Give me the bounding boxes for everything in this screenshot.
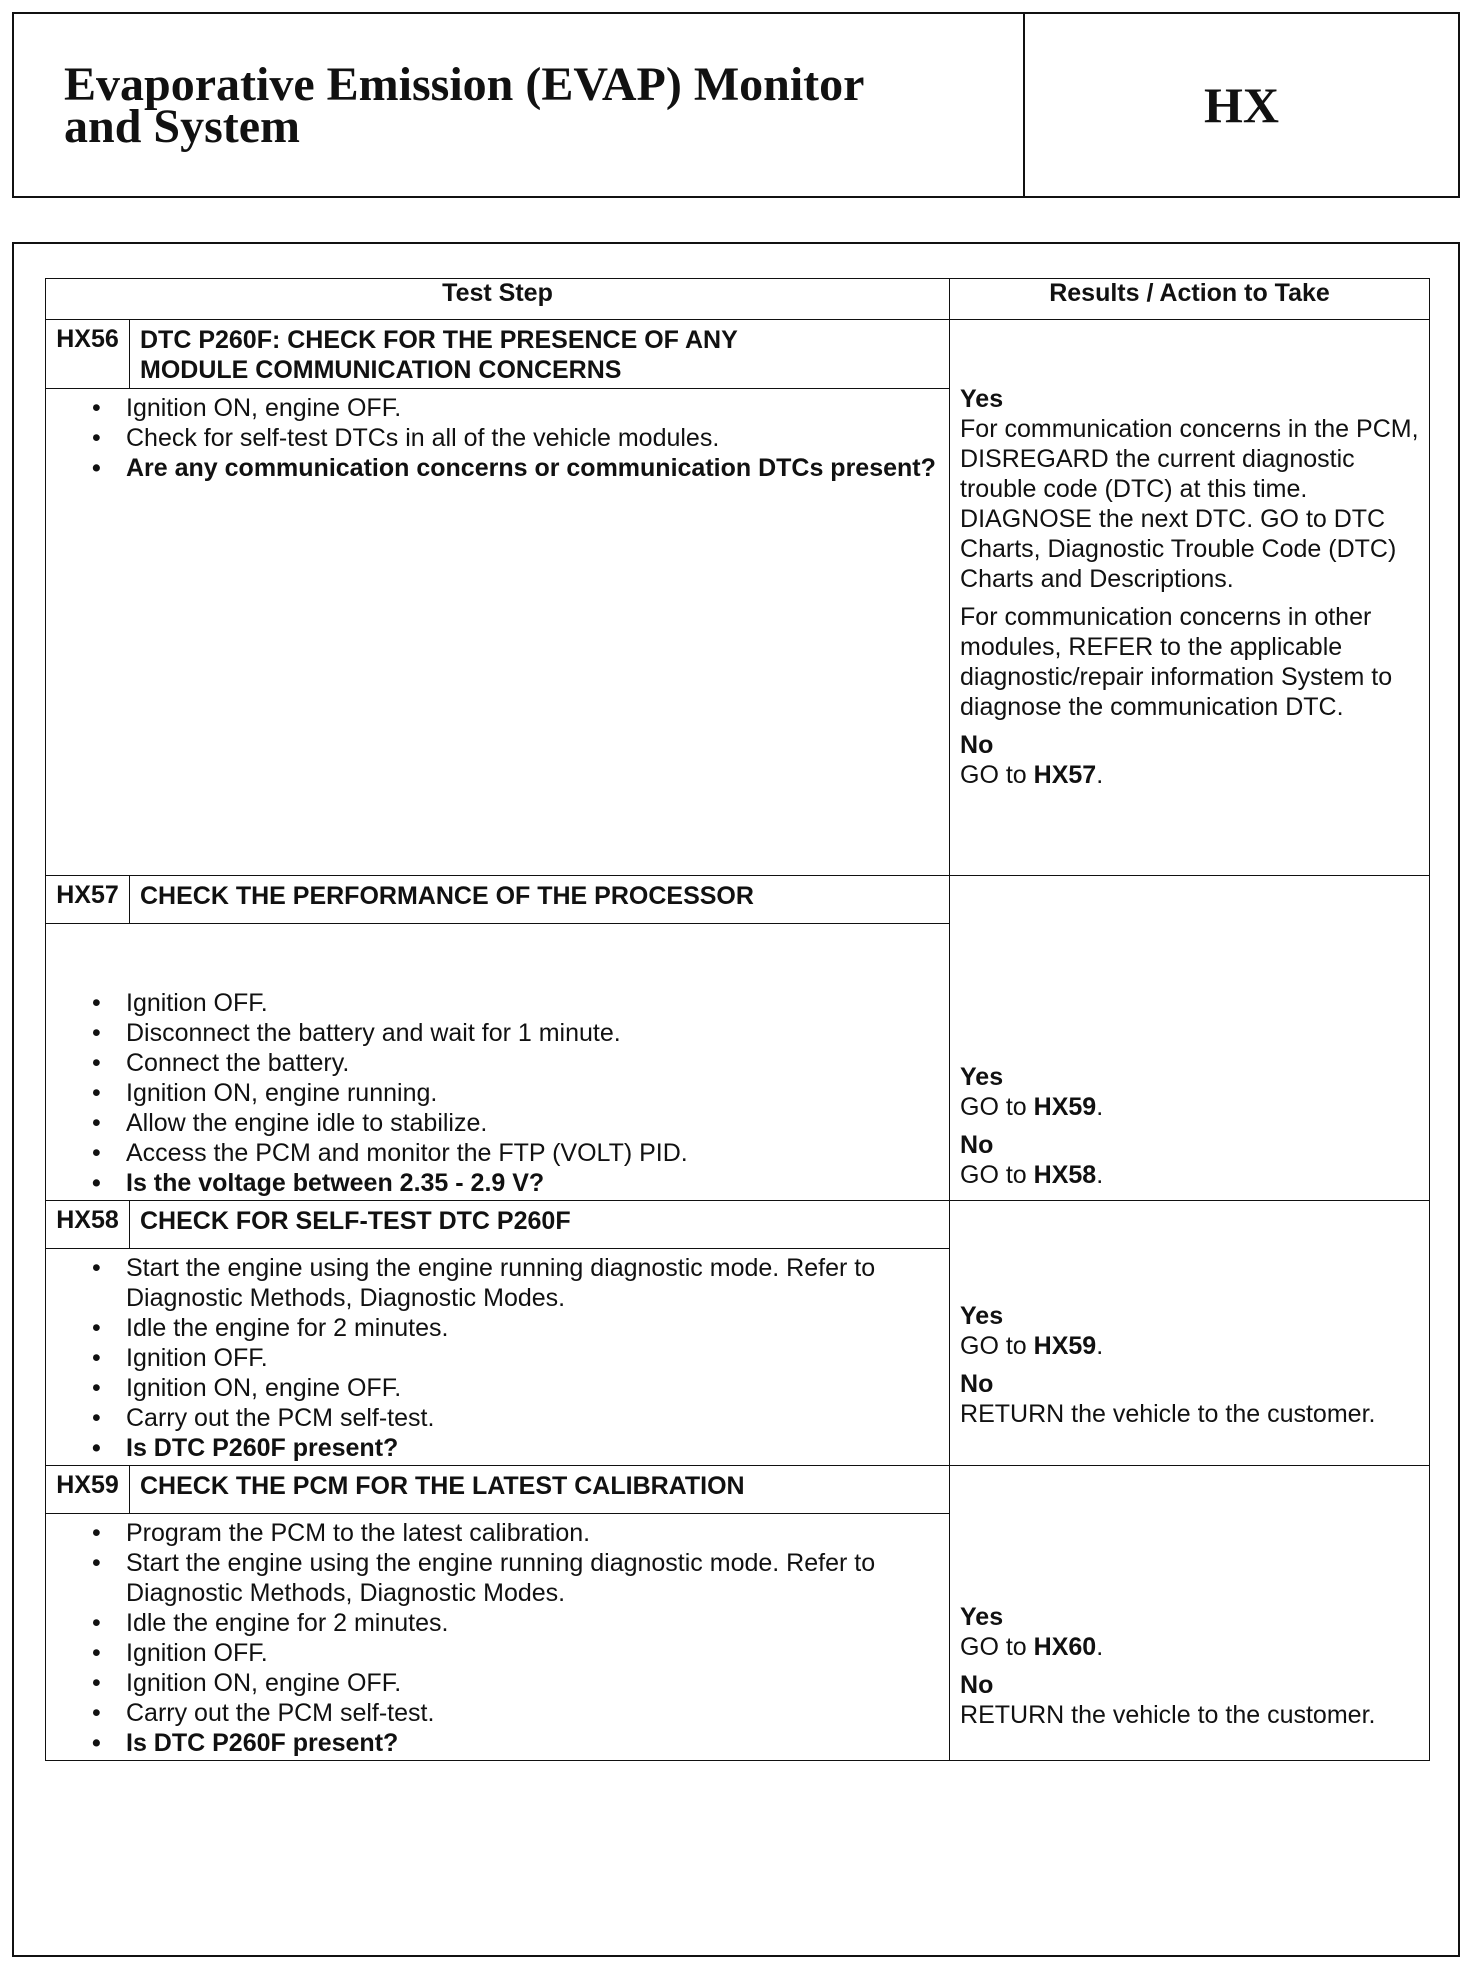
yes-action — [960, 1092, 1419, 1122]
step-results — [950, 1201, 1430, 1466]
step-body — [46, 1249, 950, 1466]
step-body — [46, 1514, 950, 1761]
step-hx58-title-row — [46, 1201, 1430, 1249]
page-title-line2: and System — [64, 100, 301, 153]
no-label: No — [960, 1671, 994, 1699]
bullet-item: • Start the engine using the engine running diagnostic mode. Refer to Diagnostic Methods, Diagnostic Modes. — [86, 1253, 939, 1313]
content-frame — [12, 242, 1460, 1957]
step-bullets — [86, 1253, 939, 1463]
bullet-item: • Program the PCM to the latest calibration. — [86, 1518, 939, 1548]
bullet-item: • Disconnect the battery and wait for 1 minute. — [86, 1018, 939, 1048]
step-title: CHECK THE PERFORMANCE OF THE PROCESSOR — [130, 876, 950, 924]
column-header-results: Results / Action to Take — [950, 279, 1430, 320]
bullet-item: • Ignition ON, engine OFF. — [86, 1373, 939, 1403]
bullet-item: • Check for self-test DTCs in all of the vehicle modules. — [86, 423, 939, 453]
step-title: CHECK THE PCM FOR THE LATEST CALIBRATION — [130, 1466, 950, 1514]
yes-action-go: GO to — [960, 1332, 1034, 1360]
no-label: No — [960, 1370, 994, 1398]
step-bullets — [86, 393, 939, 483]
yes-label: Yes — [960, 1063, 1004, 1091]
step-title-line2: MODULE COMMUNICATION CONCERNS — [140, 356, 622, 384]
yes-label: Yes — [960, 1302, 1004, 1330]
step-hx59-title-row — [46, 1466, 1430, 1514]
page-header — [12, 12, 1460, 198]
bullet-item: • Ignition OFF. — [86, 1638, 939, 1668]
yes-action-target: HX59 — [1033, 1093, 1097, 1121]
page-title — [14, 14, 1025, 196]
no-action-target: HX58 — [1033, 1161, 1097, 1189]
step-results — [950, 1466, 1430, 1761]
yes-action-1: For communication concerns in the PCM, DISREGARD the current diagnostic trouble code (DTC) at this time. DIAGNOSE the next DTC. GO to DTC Charts, Diagnostic Trouble Code (DTC) Charts and Descriptions. — [960, 415, 1419, 593]
bullet-item: • Ignition OFF. — [86, 1343, 939, 1373]
step-title-line1: DTC P260F: CHECK FOR THE PRESENCE OF ANY — [140, 326, 738, 354]
yes-action-end: . — [1096, 1633, 1104, 1661]
yes-action-go: GO to — [960, 1093, 1034, 1121]
no-action — [960, 1160, 1419, 1190]
bullet-item: • Carry out the PCM self-test. — [86, 1403, 939, 1433]
no-action-target: HX57 — [1033, 761, 1097, 789]
test-step-table — [45, 278, 1430, 1761]
bullet-item: • Start the engine using the engine running diagnostic mode. Refer to Diagnostic Methods, Diagnostic Modes. — [86, 1548, 939, 1608]
page-title-line1: Evaporative Emission (EVAP) Monitor — [64, 58, 865, 111]
no-action — [960, 760, 1419, 790]
step-id: HX58 — [46, 1201, 130, 1249]
step-bullets — [86, 988, 939, 1198]
no-action-end: . — [1096, 1161, 1104, 1189]
yes-action — [960, 1632, 1419, 1662]
step-id: HX59 — [46, 1466, 130, 1514]
yes-action-end: . — [1096, 1332, 1104, 1360]
step-hx56-title-row — [46, 320, 1430, 389]
no-action-go: GO to — [960, 1161, 1034, 1189]
no-action: RETURN the vehicle to the customer. — [960, 1400, 1376, 1428]
bullet-item: • Ignition OFF. — [86, 988, 939, 1018]
yes-action-go: GO to — [960, 1633, 1034, 1661]
step-body — [46, 924, 950, 1201]
bullet-item: • Idle the engine for 2 minutes. — [86, 1608, 939, 1638]
step-body — [46, 389, 950, 876]
step-bullets — [86, 1518, 939, 1758]
no-action-go: GO to — [960, 761, 1034, 789]
bullet-question: • Is the voltage between 2.35 - 2.9 V? — [86, 1168, 939, 1198]
no-label: No — [960, 731, 994, 759]
no-action-end: . — [1096, 761, 1104, 789]
yes-action-end: . — [1096, 1093, 1104, 1121]
column-header-test-step: Test Step — [46, 279, 950, 320]
bullet-question: • Is DTC P260F present? — [86, 1728, 939, 1758]
no-action: RETURN the vehicle to the customer. — [960, 1701, 1376, 1729]
yes-action — [960, 1331, 1419, 1361]
yes-label: Yes — [960, 385, 1004, 413]
bullet-item: • Allow the engine idle to stabilize. — [86, 1108, 939, 1138]
step-title: CHECK FOR SELF-TEST DTC P260F — [130, 1201, 950, 1249]
bullet-question: • Is DTC P260F present? — [86, 1433, 939, 1463]
bullet-item: • Idle the engine for 2 minutes. — [86, 1313, 939, 1343]
bullet-item: • Ignition ON, engine running. — [86, 1078, 939, 1108]
step-results — [950, 876, 1430, 1201]
bullet-item: • Connect the battery. — [86, 1048, 939, 1078]
step-id: HX56 — [46, 320, 130, 389]
bullet-item: • Ignition ON, engine OFF. — [86, 393, 939, 423]
step-id: HX57 — [46, 876, 130, 924]
yes-action-target: HX60 — [1033, 1633, 1097, 1661]
bullet-question: • Are any communication concerns or communication DTCs present? — [86, 453, 939, 483]
step-hx57-title-row — [46, 876, 1430, 924]
yes-action-target: HX59 — [1033, 1332, 1097, 1360]
no-label: No — [960, 1131, 994, 1159]
bullet-item: • Ignition ON, engine OFF. — [86, 1668, 939, 1698]
section-code: HX — [1204, 77, 1279, 133]
bullet-item: • Access the PCM and monitor the FTP (VOLT) PID. — [86, 1138, 939, 1168]
yes-label: Yes — [960, 1603, 1004, 1631]
yes-action-2: For communication concerns in other modules, REFER to the applicable diagnostic/repair information System to diagnose the communication DTC. — [960, 603, 1393, 721]
table-header-row — [46, 279, 1430, 320]
step-results — [950, 320, 1430, 876]
step-title — [130, 320, 950, 389]
bullet-item: • Carry out the PCM self-test. — [86, 1698, 939, 1728]
